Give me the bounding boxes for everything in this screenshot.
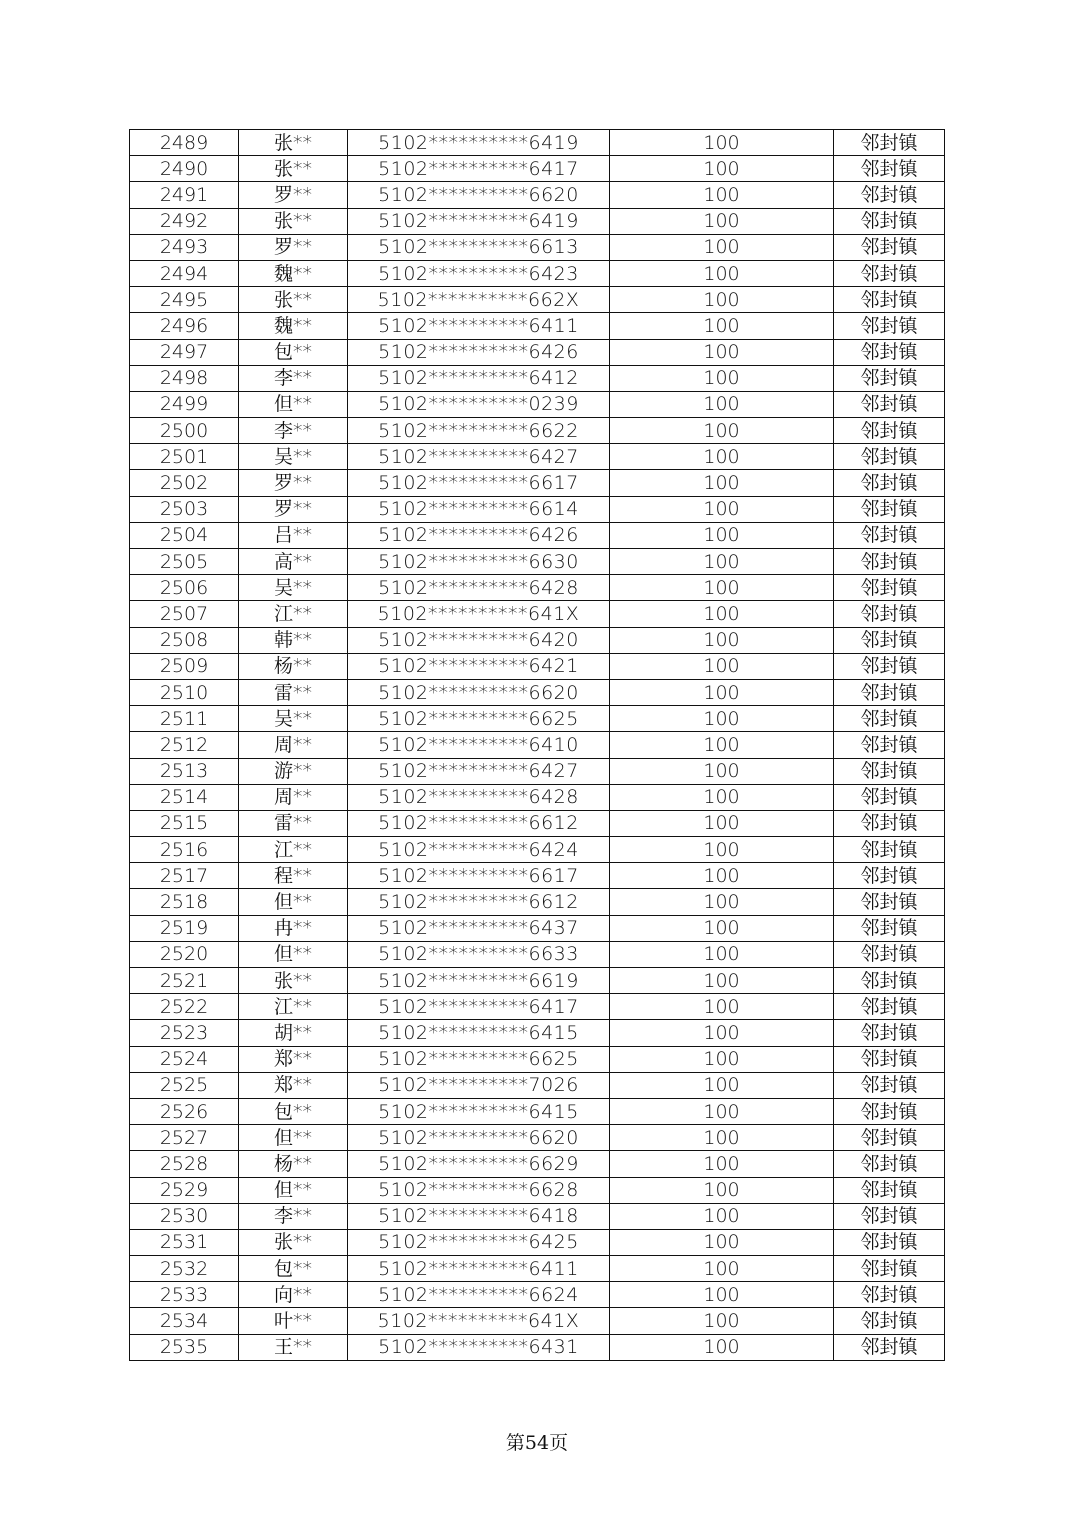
id-number-cell: 5102**********6427 bbox=[348, 444, 610, 470]
id-number-cell: 5102**********6620 bbox=[348, 182, 610, 208]
table-row bbox=[130, 601, 945, 627]
serial-number-cell: 2520 bbox=[130, 941, 239, 967]
table-row bbox=[130, 653, 945, 679]
amount-cell: 100 bbox=[610, 601, 834, 627]
town-cell: 邻封镇 bbox=[834, 968, 945, 994]
amount-cell: 100 bbox=[610, 706, 834, 732]
table-row bbox=[130, 863, 945, 889]
town-cell: 邻封镇 bbox=[834, 889, 945, 915]
id-number-cell: 5102**********6613 bbox=[348, 234, 610, 260]
town-cell: 邻封镇 bbox=[834, 1203, 945, 1229]
name-cell: 罗** bbox=[239, 496, 348, 522]
town-cell: 邻封镇 bbox=[834, 1046, 945, 1072]
town-cell: 邻封镇 bbox=[834, 339, 945, 365]
town-cell: 邻封镇 bbox=[834, 1151, 945, 1177]
id-number-cell: 5102**********6418 bbox=[348, 1203, 610, 1229]
id-number-cell: 5102**********6411 bbox=[348, 313, 610, 339]
town-cell: 邻封镇 bbox=[834, 1334, 945, 1360]
table-row bbox=[130, 287, 945, 313]
table-row bbox=[130, 418, 945, 444]
id-number-cell: 5102**********6625 bbox=[348, 1046, 610, 1072]
town-cell: 邻封镇 bbox=[834, 365, 945, 391]
serial-number-cell: 2515 bbox=[130, 810, 239, 836]
table-row bbox=[130, 313, 945, 339]
serial-number-cell: 2529 bbox=[130, 1177, 239, 1203]
table-row bbox=[130, 758, 945, 784]
amount-cell: 100 bbox=[610, 496, 834, 522]
amount-cell: 100 bbox=[610, 260, 834, 286]
id-number-cell: 5102**********6426 bbox=[348, 339, 610, 365]
serial-number-cell: 2516 bbox=[130, 837, 239, 863]
table-row bbox=[130, 1046, 945, 1072]
amount-cell: 100 bbox=[610, 679, 834, 705]
serial-number-cell: 2510 bbox=[130, 679, 239, 705]
name-cell: 吴** bbox=[239, 444, 348, 470]
serial-number-cell: 2508 bbox=[130, 627, 239, 653]
town-cell: 邻封镇 bbox=[834, 1177, 945, 1203]
name-cell: 雷** bbox=[239, 810, 348, 836]
serial-number-cell: 2522 bbox=[130, 994, 239, 1020]
name-cell: 周** bbox=[239, 784, 348, 810]
name-cell: 罗** bbox=[239, 182, 348, 208]
table-row bbox=[130, 1334, 945, 1360]
table-row bbox=[130, 915, 945, 941]
table-row bbox=[130, 391, 945, 417]
town-cell: 邻封镇 bbox=[834, 941, 945, 967]
table-row bbox=[130, 365, 945, 391]
table-row bbox=[130, 1203, 945, 1229]
id-number-cell: 5102**********6421 bbox=[348, 653, 610, 679]
name-cell: 包** bbox=[239, 1256, 348, 1282]
amount-cell: 100 bbox=[610, 130, 834, 156]
town-cell: 邻封镇 bbox=[834, 130, 945, 156]
serial-number-cell: 2535 bbox=[130, 1334, 239, 1360]
amount-cell: 100 bbox=[610, 1282, 834, 1308]
town-cell: 邻封镇 bbox=[834, 522, 945, 548]
roster-table bbox=[129, 129, 945, 1361]
amount-cell: 100 bbox=[610, 1203, 834, 1229]
table-row bbox=[130, 1125, 945, 1151]
name-cell: 包** bbox=[239, 1098, 348, 1124]
name-cell: 王** bbox=[239, 1334, 348, 1360]
name-cell: 韩** bbox=[239, 627, 348, 653]
town-cell: 邻封镇 bbox=[834, 1308, 945, 1334]
town-cell: 邻封镇 bbox=[834, 313, 945, 339]
id-number-cell: 5102**********6424 bbox=[348, 837, 610, 863]
table-row bbox=[130, 496, 945, 522]
name-cell: 张** bbox=[239, 1229, 348, 1255]
serial-number-cell: 2528 bbox=[130, 1151, 239, 1177]
town-cell: 邻封镇 bbox=[834, 1282, 945, 1308]
id-number-cell: 5102**********6612 bbox=[348, 810, 610, 836]
name-cell: 张** bbox=[239, 968, 348, 994]
amount-cell: 100 bbox=[610, 968, 834, 994]
table-row bbox=[130, 706, 945, 732]
id-number-cell: 5102**********6426 bbox=[348, 522, 610, 548]
serial-number-cell: 2489 bbox=[130, 130, 239, 156]
serial-number-cell: 2514 bbox=[130, 784, 239, 810]
id-number-cell: 5102**********6614 bbox=[348, 496, 610, 522]
table-row bbox=[130, 1177, 945, 1203]
name-cell: 罗** bbox=[239, 470, 348, 496]
amount-cell: 100 bbox=[610, 758, 834, 784]
amount-cell: 100 bbox=[610, 444, 834, 470]
id-number-cell: 5102**********6411 bbox=[348, 1256, 610, 1282]
id-number-cell: 5102**********6419 bbox=[348, 130, 610, 156]
name-cell: 周** bbox=[239, 732, 348, 758]
serial-number-cell: 2519 bbox=[130, 915, 239, 941]
serial-number-cell: 2506 bbox=[130, 575, 239, 601]
town-cell: 邻封镇 bbox=[834, 627, 945, 653]
id-number-cell: 5102**********6428 bbox=[348, 575, 610, 601]
serial-number-cell: 2523 bbox=[130, 1020, 239, 1046]
table-row bbox=[130, 810, 945, 836]
serial-number-cell: 2495 bbox=[130, 287, 239, 313]
id-number-cell: 5102**********662X bbox=[348, 287, 610, 313]
town-cell: 邻封镇 bbox=[834, 837, 945, 863]
amount-cell: 100 bbox=[610, 889, 834, 915]
table-row bbox=[130, 130, 945, 156]
name-cell: 但** bbox=[239, 889, 348, 915]
id-number-cell: 5102**********6410 bbox=[348, 732, 610, 758]
amount-cell: 100 bbox=[610, 1334, 834, 1360]
name-cell: 向** bbox=[239, 1282, 348, 1308]
serial-number-cell: 2504 bbox=[130, 522, 239, 548]
town-cell: 邻封镇 bbox=[834, 470, 945, 496]
name-cell: 但** bbox=[239, 1177, 348, 1203]
serial-number-cell: 2524 bbox=[130, 1046, 239, 1072]
table-row bbox=[130, 339, 945, 365]
id-number-cell: 5102**********6617 bbox=[348, 470, 610, 496]
table-row bbox=[130, 549, 945, 575]
id-number-cell: 5102**********7026 bbox=[348, 1072, 610, 1098]
id-number-cell: 5102**********6624 bbox=[348, 1282, 610, 1308]
table-row bbox=[130, 1020, 945, 1046]
serial-number-cell: 2534 bbox=[130, 1308, 239, 1334]
town-cell: 邻封镇 bbox=[834, 182, 945, 208]
name-cell: 程** bbox=[239, 863, 348, 889]
name-cell: 但** bbox=[239, 391, 348, 417]
table-row bbox=[130, 260, 945, 286]
id-number-cell: 5102**********6612 bbox=[348, 889, 610, 915]
town-cell: 邻封镇 bbox=[834, 679, 945, 705]
roster-table-body bbox=[130, 130, 945, 1361]
id-number-cell: 5102**********6428 bbox=[348, 784, 610, 810]
name-cell: 雷** bbox=[239, 679, 348, 705]
name-cell: 但** bbox=[239, 1125, 348, 1151]
town-cell: 邻封镇 bbox=[834, 1072, 945, 1098]
amount-cell: 100 bbox=[610, 156, 834, 182]
id-number-cell: 5102**********6431 bbox=[348, 1334, 610, 1360]
town-cell: 邻封镇 bbox=[834, 601, 945, 627]
amount-cell: 100 bbox=[610, 522, 834, 548]
town-cell: 邻封镇 bbox=[834, 496, 945, 522]
amount-cell: 100 bbox=[610, 1020, 834, 1046]
id-number-cell: 5102**********6427 bbox=[348, 758, 610, 784]
table-row bbox=[130, 1256, 945, 1282]
serial-number-cell: 2494 bbox=[130, 260, 239, 286]
serial-number-cell: 2500 bbox=[130, 418, 239, 444]
amount-cell: 100 bbox=[610, 627, 834, 653]
table-row bbox=[130, 522, 945, 548]
table-row bbox=[130, 889, 945, 915]
amount-cell: 100 bbox=[610, 575, 834, 601]
amount-cell: 100 bbox=[610, 365, 834, 391]
serial-number-cell: 2518 bbox=[130, 889, 239, 915]
table-row bbox=[130, 968, 945, 994]
table-row bbox=[130, 1229, 945, 1255]
table-row bbox=[130, 444, 945, 470]
table-row bbox=[130, 1308, 945, 1334]
id-number-cell: 5102**********6437 bbox=[348, 915, 610, 941]
name-cell: 吴** bbox=[239, 706, 348, 732]
serial-number-cell: 2521 bbox=[130, 968, 239, 994]
town-cell: 邻封镇 bbox=[834, 653, 945, 679]
serial-number-cell: 2527 bbox=[130, 1125, 239, 1151]
amount-cell: 100 bbox=[610, 470, 834, 496]
name-cell: 包** bbox=[239, 339, 348, 365]
name-cell: 但** bbox=[239, 941, 348, 967]
town-cell: 邻封镇 bbox=[834, 1020, 945, 1046]
serial-number-cell: 2517 bbox=[130, 863, 239, 889]
name-cell: 张** bbox=[239, 156, 348, 182]
id-number-cell: 5102**********6619 bbox=[348, 968, 610, 994]
amount-cell: 100 bbox=[610, 313, 834, 339]
serial-number-cell: 2490 bbox=[130, 156, 239, 182]
name-cell: 李** bbox=[239, 365, 348, 391]
name-cell: 魏** bbox=[239, 260, 348, 286]
name-cell: 张** bbox=[239, 287, 348, 313]
town-cell: 邻封镇 bbox=[834, 1229, 945, 1255]
amount-cell: 100 bbox=[610, 732, 834, 758]
town-cell: 邻封镇 bbox=[834, 234, 945, 260]
serial-number-cell: 2505 bbox=[130, 549, 239, 575]
serial-number-cell: 2531 bbox=[130, 1229, 239, 1255]
id-number-cell: 5102**********6629 bbox=[348, 1151, 610, 1177]
amount-cell: 100 bbox=[610, 837, 834, 863]
town-cell: 邻封镇 bbox=[834, 575, 945, 601]
amount-cell: 100 bbox=[610, 1308, 834, 1334]
name-cell: 吕** bbox=[239, 522, 348, 548]
serial-number-cell: 2513 bbox=[130, 758, 239, 784]
id-number-cell: 5102**********6620 bbox=[348, 679, 610, 705]
serial-number-cell: 2532 bbox=[130, 1256, 239, 1282]
id-number-cell: 5102**********6412 bbox=[348, 365, 610, 391]
town-cell: 邻封镇 bbox=[834, 260, 945, 286]
id-number-cell: 5102**********6417 bbox=[348, 994, 610, 1020]
town-cell: 邻封镇 bbox=[834, 156, 945, 182]
serial-number-cell: 2496 bbox=[130, 313, 239, 339]
amount-cell: 100 bbox=[610, 994, 834, 1020]
serial-number-cell: 2497 bbox=[130, 339, 239, 365]
name-cell: 杨** bbox=[239, 1151, 348, 1177]
amount-cell: 100 bbox=[610, 1125, 834, 1151]
table-row bbox=[130, 784, 945, 810]
town-cell: 邻封镇 bbox=[834, 208, 945, 234]
id-number-cell: 5102**********6617 bbox=[348, 863, 610, 889]
id-number-cell: 5102**********6630 bbox=[348, 549, 610, 575]
serial-number-cell: 2499 bbox=[130, 391, 239, 417]
town-cell: 邻封镇 bbox=[834, 994, 945, 1020]
town-cell: 邻封镇 bbox=[834, 1098, 945, 1124]
town-cell: 邻封镇 bbox=[834, 758, 945, 784]
table-row bbox=[130, 234, 945, 260]
serial-number-cell: 2503 bbox=[130, 496, 239, 522]
serial-number-cell: 2530 bbox=[130, 1203, 239, 1229]
table-row bbox=[130, 994, 945, 1020]
town-cell: 邻封镇 bbox=[834, 549, 945, 575]
serial-number-cell: 2501 bbox=[130, 444, 239, 470]
amount-cell: 100 bbox=[610, 391, 834, 417]
amount-cell: 100 bbox=[610, 915, 834, 941]
name-cell: 李** bbox=[239, 418, 348, 444]
amount-cell: 100 bbox=[610, 653, 834, 679]
id-number-cell: 5102**********6420 bbox=[348, 627, 610, 653]
name-cell: 冉** bbox=[239, 915, 348, 941]
table-row bbox=[130, 182, 945, 208]
name-cell: 江** bbox=[239, 837, 348, 863]
amount-cell: 100 bbox=[610, 941, 834, 967]
table-row bbox=[130, 627, 945, 653]
table-row bbox=[130, 679, 945, 705]
serial-number-cell: 2493 bbox=[130, 234, 239, 260]
table-row bbox=[130, 1098, 945, 1124]
serial-number-cell: 2492 bbox=[130, 208, 239, 234]
table-row bbox=[130, 837, 945, 863]
table-row bbox=[130, 470, 945, 496]
id-number-cell: 5102**********6622 bbox=[348, 418, 610, 444]
name-cell: 张** bbox=[239, 208, 348, 234]
serial-number-cell: 2509 bbox=[130, 653, 239, 679]
name-cell: 胡** bbox=[239, 1020, 348, 1046]
name-cell: 李** bbox=[239, 1203, 348, 1229]
town-cell: 邻封镇 bbox=[834, 706, 945, 732]
serial-number-cell: 2491 bbox=[130, 182, 239, 208]
id-number-cell: 5102**********6633 bbox=[348, 941, 610, 967]
serial-number-cell: 2502 bbox=[130, 470, 239, 496]
page-number: 第54页 bbox=[505, 1432, 569, 1454]
town-cell: 邻封镇 bbox=[834, 784, 945, 810]
name-cell: 罗** bbox=[239, 234, 348, 260]
id-number-cell: 5102**********6628 bbox=[348, 1177, 610, 1203]
amount-cell: 100 bbox=[610, 1229, 834, 1255]
amount-cell: 100 bbox=[610, 1256, 834, 1282]
town-cell: 邻封镇 bbox=[834, 287, 945, 313]
name-cell: 魏** bbox=[239, 313, 348, 339]
id-number-cell: 5102**********0239 bbox=[348, 391, 610, 417]
name-cell: 游** bbox=[239, 758, 348, 784]
town-cell: 邻封镇 bbox=[834, 863, 945, 889]
amount-cell: 100 bbox=[610, 1177, 834, 1203]
amount-cell: 100 bbox=[610, 287, 834, 313]
amount-cell: 100 bbox=[610, 182, 834, 208]
town-cell: 邻封镇 bbox=[834, 810, 945, 836]
town-cell: 邻封镇 bbox=[834, 444, 945, 470]
id-number-cell: 5102**********6415 bbox=[348, 1098, 610, 1124]
town-cell: 邻封镇 bbox=[834, 915, 945, 941]
amount-cell: 100 bbox=[610, 1072, 834, 1098]
id-number-cell: 5102**********6423 bbox=[348, 260, 610, 286]
id-number-cell: 5102**********6425 bbox=[348, 1229, 610, 1255]
amount-cell: 100 bbox=[610, 208, 834, 234]
town-cell: 邻封镇 bbox=[834, 391, 945, 417]
table-row bbox=[130, 1151, 945, 1177]
table-row bbox=[130, 1282, 945, 1308]
amount-cell: 100 bbox=[610, 863, 834, 889]
amount-cell: 100 bbox=[610, 339, 834, 365]
id-number-cell: 5102**********6620 bbox=[348, 1125, 610, 1151]
amount-cell: 100 bbox=[610, 1098, 834, 1124]
town-cell: 邻封镇 bbox=[834, 1256, 945, 1282]
serial-number-cell: 2511 bbox=[130, 706, 239, 732]
name-cell: 郑** bbox=[239, 1046, 348, 1072]
table-row bbox=[130, 575, 945, 601]
id-number-cell: 5102**********641X bbox=[348, 601, 610, 627]
name-cell: 叶** bbox=[239, 1308, 348, 1334]
amount-cell: 100 bbox=[610, 784, 834, 810]
id-number-cell: 5102**********6415 bbox=[348, 1020, 610, 1046]
amount-cell: 100 bbox=[610, 1151, 834, 1177]
id-number-cell: 5102**********6417 bbox=[348, 156, 610, 182]
table-row bbox=[130, 1072, 945, 1098]
name-cell: 吴** bbox=[239, 575, 348, 601]
name-cell: 高** bbox=[239, 549, 348, 575]
table-row bbox=[130, 732, 945, 758]
id-number-cell: 5102**********6625 bbox=[348, 706, 610, 732]
amount-cell: 100 bbox=[610, 234, 834, 260]
serial-number-cell: 2526 bbox=[130, 1098, 239, 1124]
serial-number-cell: 2533 bbox=[130, 1282, 239, 1308]
town-cell: 邻封镇 bbox=[834, 418, 945, 444]
amount-cell: 100 bbox=[610, 1046, 834, 1072]
serial-number-cell: 2512 bbox=[130, 732, 239, 758]
name-cell: 张** bbox=[239, 130, 348, 156]
name-cell: 江** bbox=[239, 601, 348, 627]
name-cell: 郑** bbox=[239, 1072, 348, 1098]
table-row bbox=[130, 156, 945, 182]
id-number-cell: 5102**********6419 bbox=[348, 208, 610, 234]
town-cell: 邻封镇 bbox=[834, 732, 945, 758]
id-number-cell: 5102**********641X bbox=[348, 1308, 610, 1334]
amount-cell: 100 bbox=[610, 418, 834, 444]
name-cell: 江** bbox=[239, 994, 348, 1020]
serial-number-cell: 2507 bbox=[130, 601, 239, 627]
amount-cell: 100 bbox=[610, 810, 834, 836]
serial-number-cell: 2525 bbox=[130, 1072, 239, 1098]
table-row bbox=[130, 208, 945, 234]
serial-number-cell: 2498 bbox=[130, 365, 239, 391]
town-cell: 邻封镇 bbox=[834, 1125, 945, 1151]
name-cell: 杨** bbox=[239, 653, 348, 679]
amount-cell: 100 bbox=[610, 549, 834, 575]
table-row bbox=[130, 941, 945, 967]
